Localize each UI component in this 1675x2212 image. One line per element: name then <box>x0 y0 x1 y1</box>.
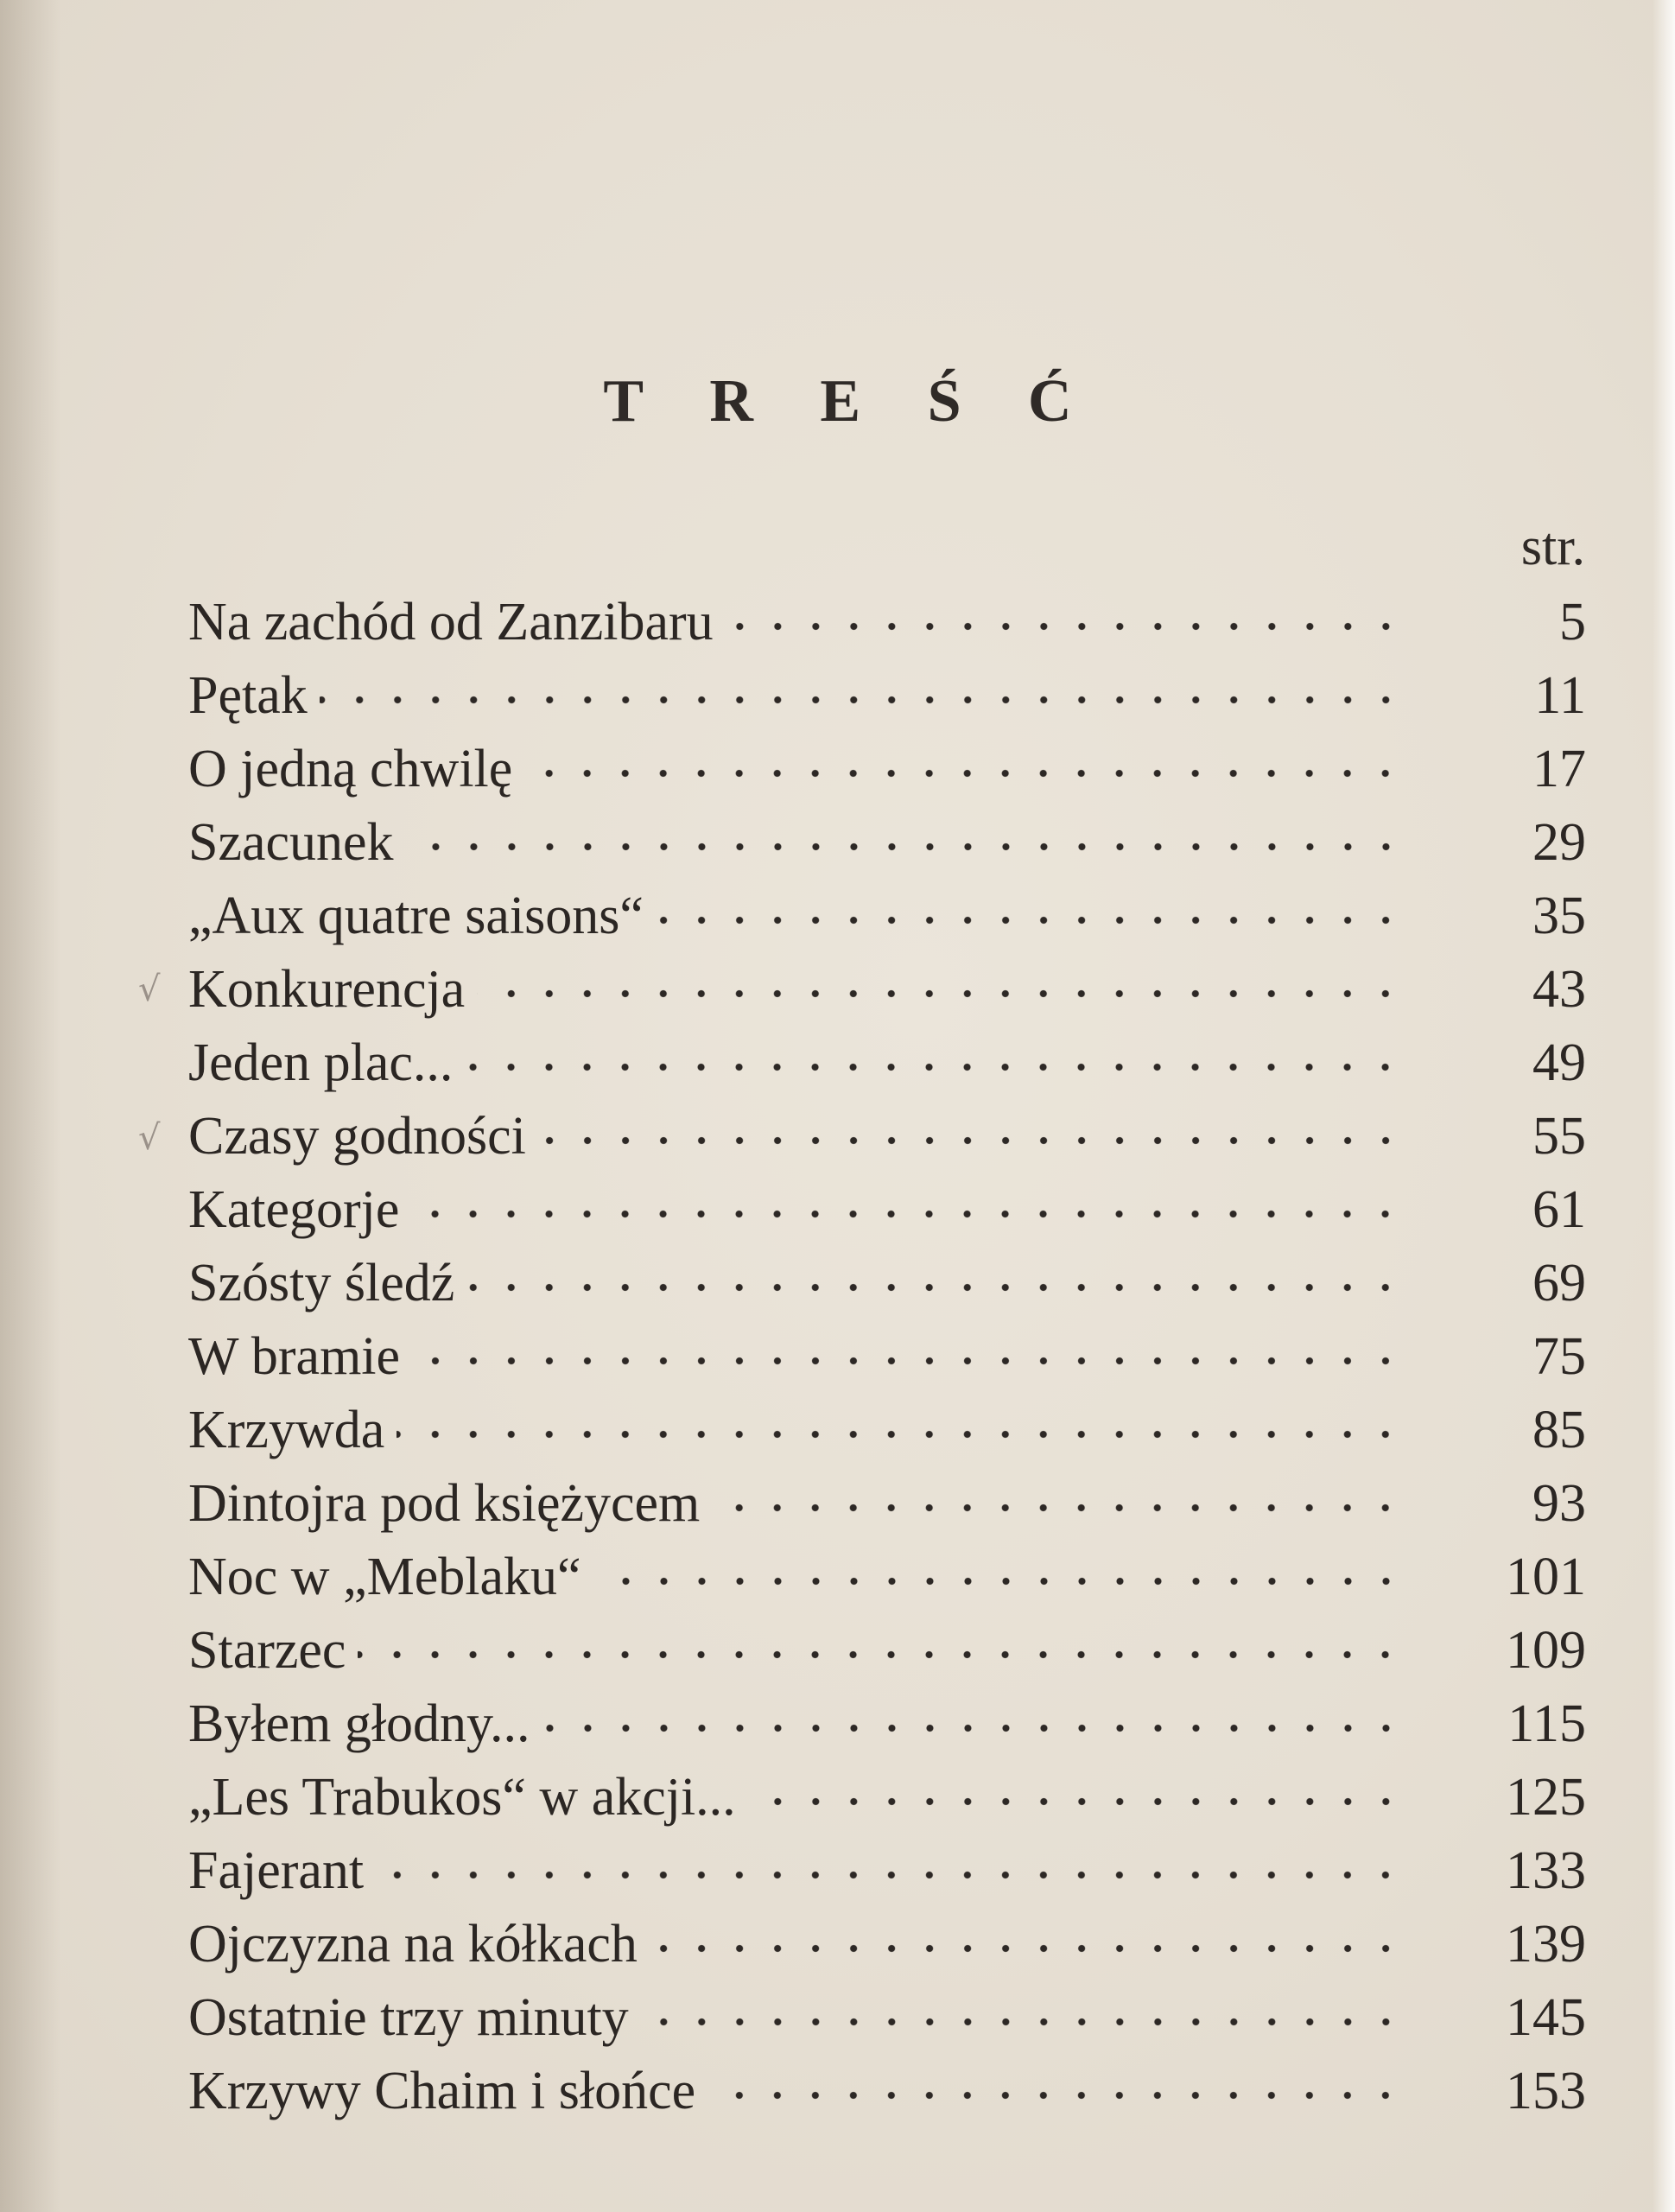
entry-title: Na zachód od Zanzibaru <box>188 593 714 652</box>
entry-page-number: 5 <box>1559 593 1586 652</box>
page-title: T R E Ś Ć <box>603 368 1098 435</box>
entry-title: Ostatnie trzy minuty <box>188 1988 629 2047</box>
table-of-contents <box>188 586 1586 2128</box>
entry-page-number: 145 <box>1506 1988 1586 2047</box>
toc-entry <box>188 1761 1586 1834</box>
toc-entry <box>188 1100 1586 1173</box>
pencil-check-mark: √ <box>138 969 161 1009</box>
entry-page-number: 75 <box>1532 1327 1586 1386</box>
spine-shadow <box>0 0 60 2212</box>
entry-title: Krzywda <box>188 1401 385 1459</box>
entry-title: Szósty śledź <box>188 1254 455 1313</box>
dot-leader <box>712 1495 1405 1521</box>
entry-title: Ojczyzna na kółkach <box>188 1915 638 1974</box>
dot-leader <box>320 687 1405 713</box>
toc-entry <box>188 1394 1586 1467</box>
entry-title: O jedną chwilę <box>188 740 513 798</box>
pencil-check-mark: √ <box>138 1118 161 1158</box>
dot-leader <box>397 1421 1405 1447</box>
dot-leader <box>707 2082 1405 2108</box>
entry-page-number: 69 <box>1532 1254 1586 1313</box>
entry-page-number: 109 <box>1506 1621 1586 1680</box>
toc-entry <box>188 1688 1586 1761</box>
toc-entry <box>188 1614 1586 1688</box>
toc-entry <box>188 1247 1586 1320</box>
entry-page-number: 133 <box>1506 1841 1586 1900</box>
dot-leader <box>726 613 1405 639</box>
dot-leader <box>406 834 1405 860</box>
toc-entry <box>188 1027 1586 1100</box>
toc-entry <box>188 1467 1586 1541</box>
dot-leader <box>542 1715 1405 1741</box>
entry-title: Krzywy Chaim i słońce <box>188 2062 696 2120</box>
entry-page-number: 101 <box>1506 1548 1586 1606</box>
entry-page-number: 125 <box>1506 1768 1586 1827</box>
toc-entry <box>188 1981 1586 2055</box>
dot-leader <box>477 981 1405 1007</box>
entry-title: Szacunek <box>188 813 394 872</box>
dot-leader <box>411 1201 1405 1227</box>
dot-leader <box>524 760 1405 786</box>
toc-entry <box>188 1173 1586 1247</box>
entry-title: Jeden plac... <box>188 1033 454 1092</box>
entry-title: Byłem głodny... <box>188 1694 530 1753</box>
entry-title: „Les Trabukos“ w akcji... <box>188 1768 736 1827</box>
toc-entry <box>188 806 1586 880</box>
dot-leader <box>641 2009 1405 2035</box>
entry-page-number: 29 <box>1532 813 1586 872</box>
toc-entry <box>188 2055 1586 2128</box>
entry-title: Fajerant <box>188 1841 365 1900</box>
entry-page-number: 85 <box>1532 1401 1586 1459</box>
toc-entry <box>188 880 1586 953</box>
entry-page-number: 17 <box>1532 740 1586 798</box>
toc-entry <box>188 1541 1586 1614</box>
dot-leader <box>593 1568 1405 1594</box>
entry-title: Konkurencja <box>188 960 466 1019</box>
toc-entry <box>188 586 1586 659</box>
entry-page-number: 55 <box>1532 1107 1586 1166</box>
entry-page-number: 11 <box>1534 666 1586 725</box>
dot-leader <box>412 1348 1405 1374</box>
entry-title: Dintojra pod księżycem <box>188 1474 701 1533</box>
dot-leader <box>650 1936 1405 1961</box>
entry-title: Noc w „Meblaku“ <box>188 1548 581 1606</box>
entry-title: Czasy godności <box>188 1107 526 1166</box>
toc-entry <box>188 1834 1586 1908</box>
toc-entry <box>188 733 1586 806</box>
toc-entry <box>188 953 1586 1027</box>
entry-page-number: 139 <box>1506 1915 1586 1974</box>
entry-title: Starzec <box>188 1621 346 1680</box>
dot-leader <box>748 1789 1405 1815</box>
entry-page-number: 93 <box>1532 1474 1586 1533</box>
entry-title: Pętak <box>188 666 308 725</box>
dot-leader <box>465 1054 1405 1080</box>
entry-page-number: 43 <box>1532 960 1586 1019</box>
entry-page-number: 153 <box>1506 2062 1586 2120</box>
page-edge <box>1653 0 1675 2212</box>
dot-leader <box>656 907 1405 933</box>
entry-title: Kategorje <box>188 1180 400 1239</box>
entry-title: „Aux quatre saisons“ <box>188 887 644 945</box>
dot-leader <box>376 1862 1405 1888</box>
toc-entry <box>188 659 1586 733</box>
entry-page-number: 61 <box>1532 1180 1586 1239</box>
entry-page-number: 115 <box>1507 1694 1586 1753</box>
page-column-label: str. <box>1520 518 1585 576</box>
dot-leader <box>466 1274 1405 1300</box>
entry-page-number: 49 <box>1532 1033 1586 1092</box>
toc-entry <box>188 1320 1586 1394</box>
entry-page-number: 35 <box>1532 887 1586 945</box>
toc-entry <box>188 1908 1586 1981</box>
dot-leader <box>538 1128 1405 1154</box>
dot-leader <box>358 1642 1405 1668</box>
entry-title: W bramie <box>188 1327 401 1386</box>
